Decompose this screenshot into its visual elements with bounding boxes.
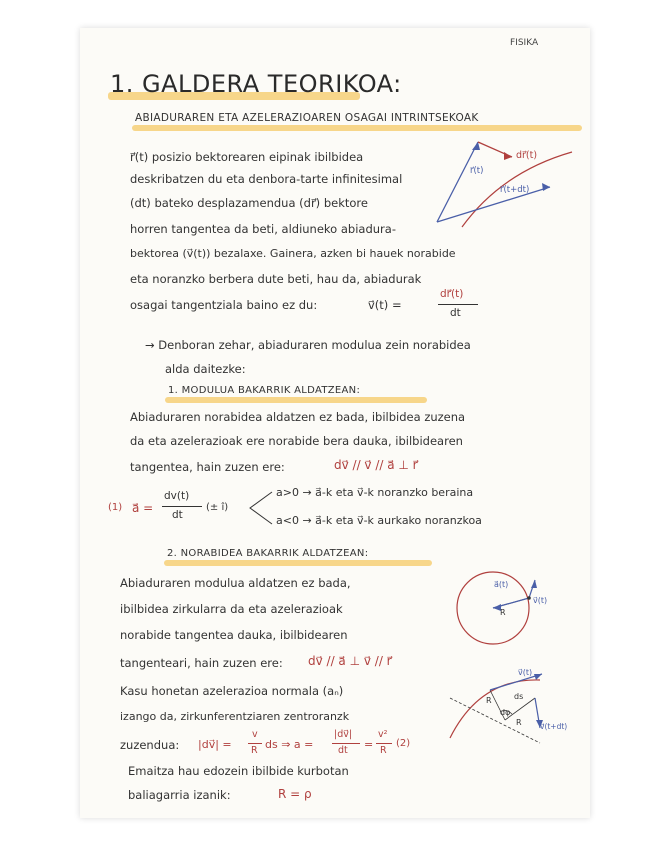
diagram1-dr-t-label: dr⃗(t) — [516, 150, 538, 161]
eq1-lhs: a⃗ = — [132, 501, 154, 515]
eq1-tail: (± î) — [206, 502, 229, 513]
sub1-line-1: Abiaduraren norabidea aldatzen ez bada, ibilbidea zuzena — [130, 410, 466, 424]
diagram2-a-t-label: a⃗(t) — [494, 580, 509, 589]
subject-label: FISIKA — [510, 38, 539, 48]
eq1-denominator: dt — [172, 509, 183, 521]
diagram3-v-t-dt-label: v⃗(t+dt) — [540, 722, 568, 731]
para1-line-2: deskribatzen du eta denbora-tarte infinitesimal — [130, 172, 403, 186]
sub1-line-3: tangentea, hain zuzen ere: — [130, 460, 285, 474]
eq1-fraction-bar — [162, 506, 202, 507]
eq2-part3: = — [364, 738, 374, 751]
eq2-frac1-bar — [248, 743, 262, 744]
sub1-title: 1. MODULUA BAKARRIK ALDATZEAN: — [168, 385, 361, 396]
sub2-title: 2. NORABIDEA BAKARRIK ALDATZEAN: — [167, 548, 369, 559]
eq-v-fraction-bar — [438, 304, 478, 305]
eq2-frac3-num: v² — [378, 729, 388, 740]
section-title-highlight — [132, 125, 582, 131]
sub2-line-6: izango da, zirkunferentziaren zentroranzk — [120, 710, 350, 723]
eq2-frac2-den: dt — [338, 745, 348, 756]
page-title: 1. GALDERA TEORIKOA: — [110, 70, 402, 98]
eq-v-denominator: dt — [450, 307, 461, 319]
eq-v-lhs: v⃗(t) = — [368, 298, 402, 312]
para1-line-6: eta noranzko berbera dute beti, hau da, abiadurak — [130, 272, 422, 286]
para1-line-1: r⃗(t) posizio bektorearen eipinak ibilbidea — [130, 150, 364, 164]
sub2-line-4: tangenteari, hain zuzen ere: — [120, 656, 283, 670]
eq2-part2: ds ⇒ a = — [265, 738, 314, 751]
eq2-frac1-den: R — [251, 745, 258, 756]
eq2-frac1-num: v — [252, 729, 258, 740]
diagram3-v-t-label: v⃗(t) — [518, 668, 533, 677]
para2-line-2: alda daitezke: — [165, 362, 246, 376]
sub2-line-5: Kasu honetan azelerazioa normala (aₙ) — [120, 684, 344, 698]
sub2-relation: dv⃗ // a⃗ ⊥ v⃗ // r⃗ — [308, 654, 392, 668]
diagram2-r-label: R — [500, 608, 506, 617]
trajectory-vector-diagram — [432, 132, 582, 232]
sub2-title-highlight — [164, 560, 432, 566]
para1-line-4: horren tangentea da beti, aldiuneko abiadura- — [130, 222, 396, 236]
diagram1-r-t-label: r⃗(t) — [470, 166, 484, 176]
eq1-label: (1) — [108, 502, 123, 513]
diagram3-dphi-label: dφ — [500, 708, 511, 717]
eq2-frac2-bar — [332, 743, 360, 744]
eq2-frac2-num: |dv⃗| — [334, 729, 353, 740]
para2-line-1: → Denboran zehar, abiaduraren modulua zein norabidea — [145, 338, 471, 352]
sub2-line-7: zuzendua: — [120, 738, 180, 752]
eq1-case-positive: a>0 → a⃗-k eta v⃗-k noranzko beraina — [276, 486, 474, 499]
para1-line-7: osagai tangentziala baino ez du: — [130, 298, 318, 312]
sub2-line-9: baliagarria izanik: — [128, 788, 231, 802]
eq2-frac3-bar — [376, 743, 392, 744]
diagram1-r-t-dt-label: r⃗(t+dt) — [500, 185, 530, 195]
sub1-line-2: da eta azelerazioak ere norabide bera dauka, ibilbidearen — [130, 434, 463, 448]
eq1-case-brace — [246, 488, 276, 528]
sub2-line-1: Abiaduraren modulua aldatzen ez bada, — [120, 576, 351, 590]
sub2-line-8: Emaitza hau edozein ibilbide kurbotan — [128, 764, 349, 778]
para1-line-5: bektorea (v⃗(t)) bezalaxe. Gainera, azken bi hauek norabide — [130, 247, 456, 260]
final-equation: R = ρ — [278, 787, 312, 801]
section-title: ABIADURAREN ETA AZELERAZIOAREN OSAGAI INTRINTSEKOAK — [135, 112, 479, 124]
eq2-part1: |dv⃗| = — [198, 738, 232, 751]
sub2-line-3: norabide tangentea dauka, ibilbidearen — [120, 628, 348, 642]
para1-line-3: (dt) bateko desplazamendua (dr⃗) bektore — [130, 196, 368, 210]
diagram3-r1-label: R — [486, 696, 492, 705]
diagram3-r2-label: R — [516, 718, 522, 727]
diagram2-v-t-label: v⃗(t) — [533, 596, 548, 605]
sub1-relation: dv⃗ // v⃗ // a⃗ ⊥ r⃗ — [334, 458, 418, 472]
eq2-frac3-den: R — [380, 745, 387, 756]
sub2-line-2: ibilbidea zirkularra da eta azelerazioak — [120, 602, 343, 616]
eq2-label: (2) — [396, 738, 411, 749]
eq-v-numerator: dr⃗(t) — [440, 288, 464, 300]
eq1-case-negative: a<0 → a⃗-k eta v⃗-k aurkako noranzkoa — [276, 514, 482, 527]
diagram3-ds-label: ds — [514, 692, 524, 701]
eq1-numerator: dv(t) — [164, 490, 190, 502]
sub1-title-highlight — [165, 397, 427, 403]
